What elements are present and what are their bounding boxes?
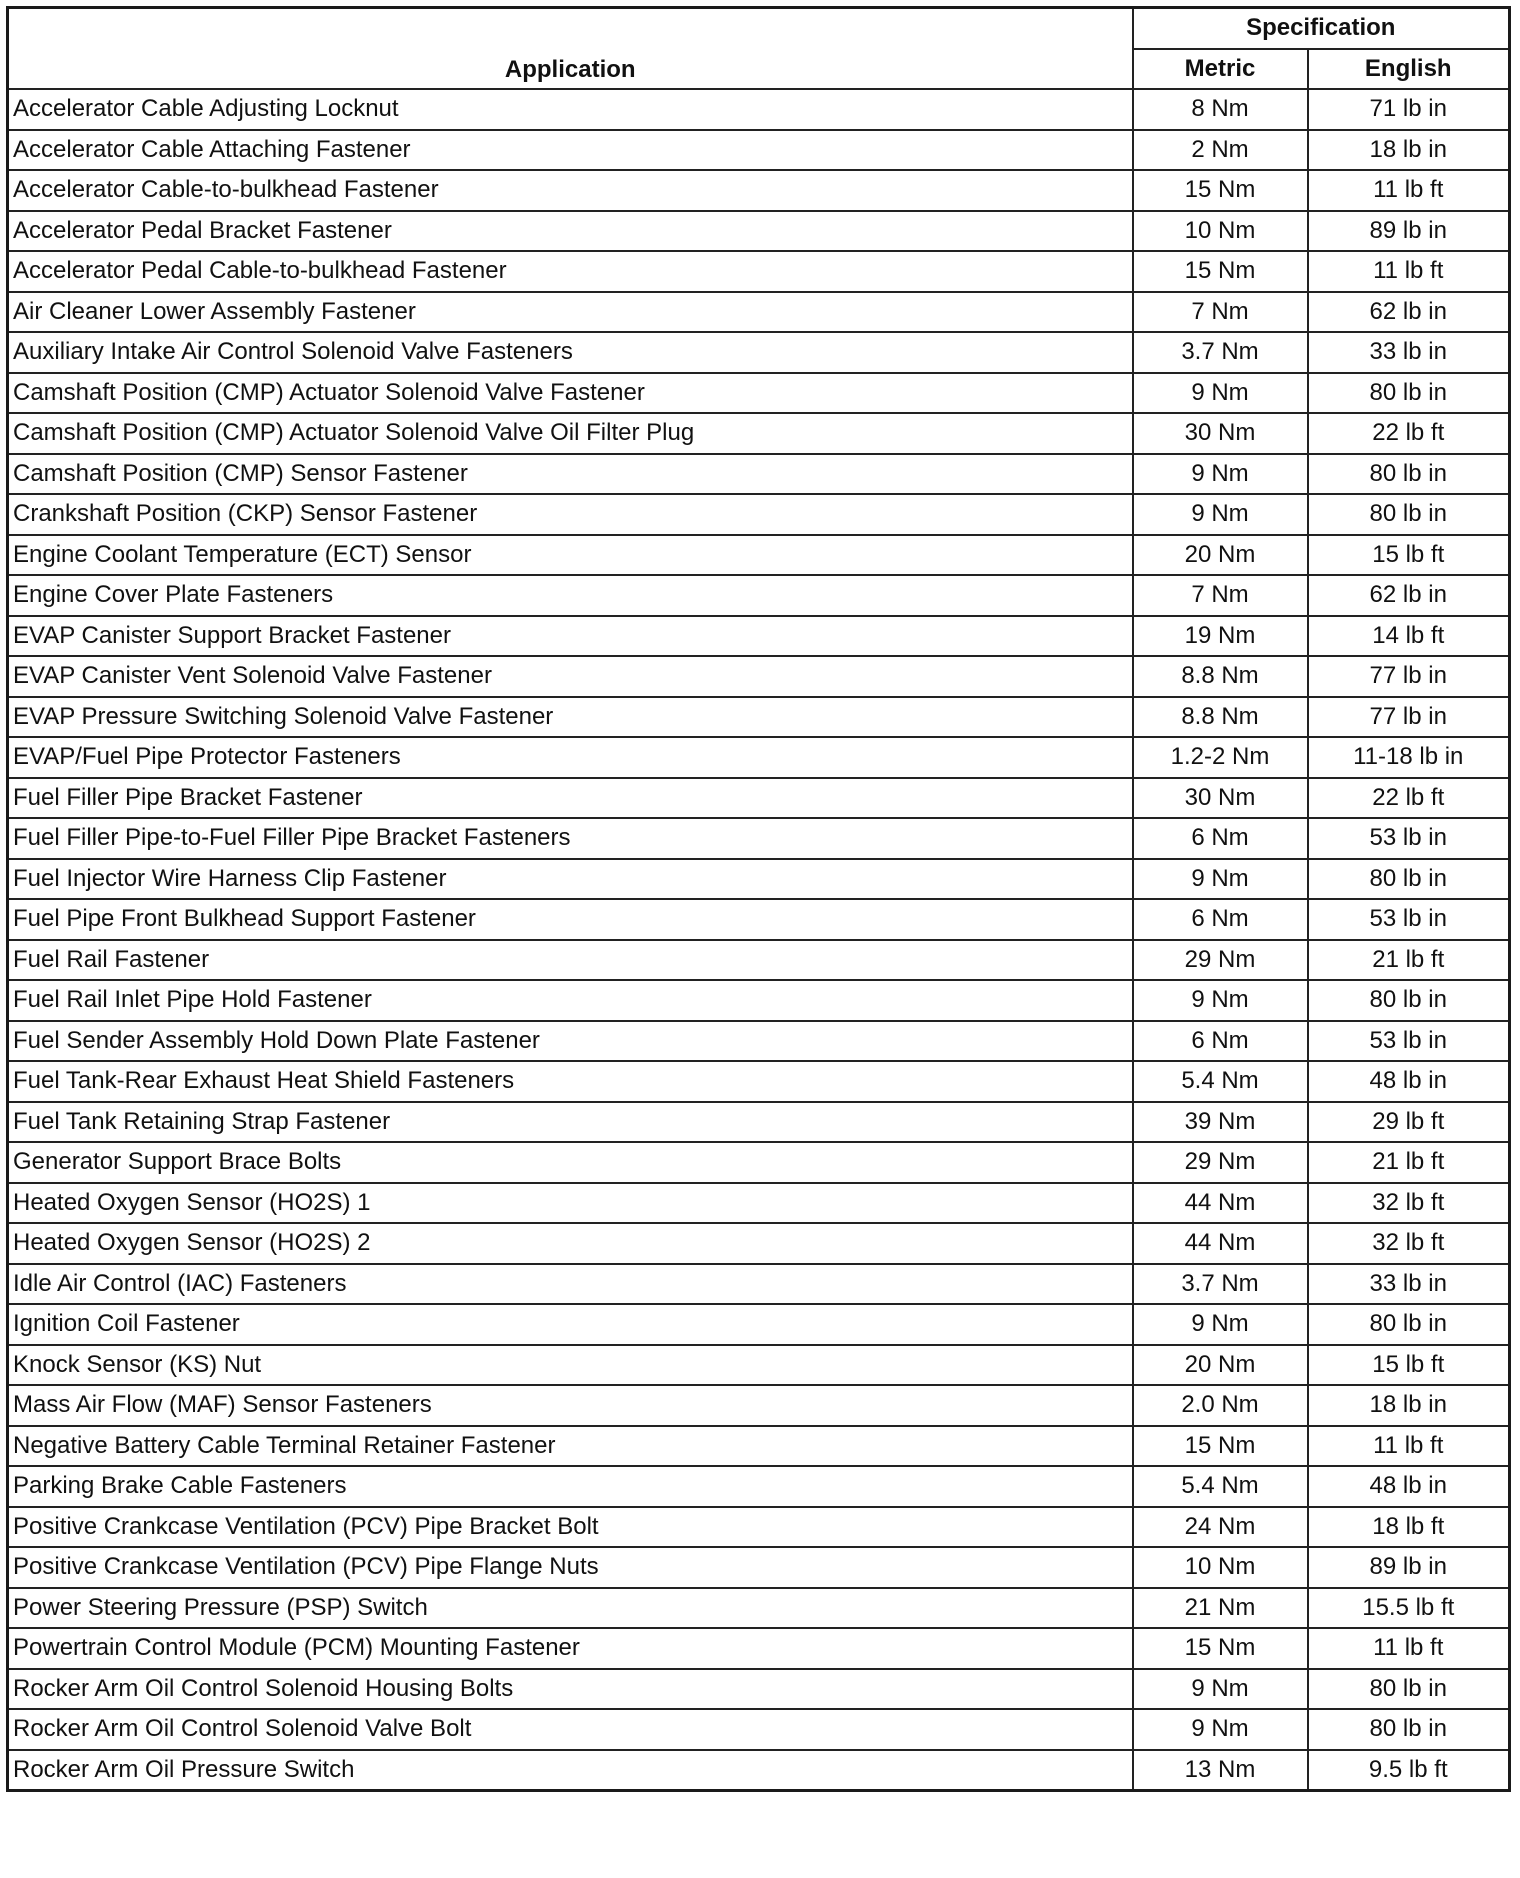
application-cell: Engine Cover Plate Fasteners [8, 575, 1133, 616]
english-value-cell: 80 lb in [1308, 980, 1510, 1021]
application-cell: Engine Coolant Temperature (ECT) Sensor [8, 535, 1133, 576]
table-row [8, 454, 1510, 495]
table-row [8, 413, 1510, 454]
metric-value-cell: 29 Nm [1133, 940, 1308, 981]
application-cell: Accelerator Cable Adjusting Locknut [8, 89, 1133, 130]
table-row [8, 737, 1510, 778]
metric-value-cell: 9 Nm [1133, 1304, 1308, 1345]
table-row [8, 1304, 1510, 1345]
fastener-specification-sheet [6, 6, 1508, 1874]
metric-value-cell: 19 Nm [1133, 616, 1308, 657]
english-value-cell: 62 lb in [1308, 575, 1510, 616]
metric-value-cell: 6 Nm [1133, 899, 1308, 940]
table-row [8, 1183, 1510, 1224]
english-value-cell: 11 lb ft [1308, 170, 1510, 211]
metric-value-cell: 10 Nm [1133, 1547, 1308, 1588]
english-value-cell: 33 lb in [1308, 1264, 1510, 1305]
english-value-cell: 53 lb in [1308, 1021, 1510, 1062]
metric-value-cell: 24 Nm [1133, 1507, 1308, 1548]
english-value-cell: 32 lb ft [1308, 1183, 1510, 1224]
english-value-cell: 80 lb in [1308, 1669, 1510, 1710]
application-cell: EVAP Pressure Switching Solenoid Valve Fastener [8, 697, 1133, 738]
table-row [8, 616, 1510, 657]
metric-value-cell: 5.4 Nm [1133, 1466, 1308, 1507]
english-value-cell: 62 lb in [1308, 292, 1510, 333]
english-value-cell: 48 lb in [1308, 1466, 1510, 1507]
english-value-cell: 80 lb in [1308, 1304, 1510, 1345]
application-cell: Camshaft Position (CMP) Sensor Fastener [8, 454, 1133, 495]
header-row-top [8, 8, 1510, 49]
english-value-cell: 80 lb in [1308, 494, 1510, 535]
application-cell: Camshaft Position (CMP) Actuator Solenoid Valve Oil Filter Plug [8, 413, 1133, 454]
application-cell: Heated Oxygen Sensor (HO2S) 1 [8, 1183, 1133, 1224]
metric-value-cell: 29 Nm [1133, 1142, 1308, 1183]
application-column-header: Application [8, 8, 1133, 90]
metric-value-cell: 9 Nm [1133, 373, 1308, 414]
table-row [8, 1223, 1510, 1264]
application-cell: Accelerator Pedal Bracket Fastener [8, 211, 1133, 252]
english-value-cell: 33 lb in [1308, 332, 1510, 373]
english-value-cell: 80 lb in [1308, 1709, 1510, 1750]
english-value-cell: 18 lb ft [1308, 1507, 1510, 1548]
application-cell: Fuel Tank-Rear Exhaust Heat Shield Fasteners [8, 1061, 1133, 1102]
table-row [8, 1547, 1510, 1588]
table-row [8, 1750, 1510, 1791]
table-row [8, 251, 1510, 292]
metric-value-cell: 30 Nm [1133, 778, 1308, 819]
application-cell: Air Cleaner Lower Assembly Fastener [8, 292, 1133, 333]
application-cell: Rocker Arm Oil Control Solenoid Valve Bolt [8, 1709, 1133, 1750]
table-row [8, 1385, 1510, 1426]
application-cell: Positive Crankcase Ventilation (PCV) Pipe Bracket Bolt [8, 1507, 1133, 1548]
table-row [8, 130, 1510, 171]
table-row [8, 575, 1510, 616]
metric-value-cell: 6 Nm [1133, 1021, 1308, 1062]
table-row [8, 1588, 1510, 1629]
english-value-cell: 80 lb in [1308, 373, 1510, 414]
metric-value-cell: 13 Nm [1133, 1750, 1308, 1791]
fastener-torque-table [6, 6, 1511, 1792]
english-value-cell: 29 lb ft [1308, 1102, 1510, 1143]
english-value-cell: 15 lb ft [1308, 535, 1510, 576]
metric-value-cell: 7 Nm [1133, 292, 1308, 333]
application-cell: Generator Support Brace Bolts [8, 1142, 1133, 1183]
application-cell: Accelerator Cable-to-bulkhead Fastener [8, 170, 1133, 211]
metric-value-cell: 9 Nm [1133, 859, 1308, 900]
english-value-cell: 53 lb in [1308, 818, 1510, 859]
application-cell: Fuel Sender Assembly Hold Down Plate Fastener [8, 1021, 1133, 1062]
table-row [8, 535, 1510, 576]
english-value-cell: 77 lb in [1308, 656, 1510, 697]
metric-value-cell: 2 Nm [1133, 130, 1308, 171]
table-row [8, 1709, 1510, 1750]
metric-value-cell: 39 Nm [1133, 1102, 1308, 1143]
table-row [8, 373, 1510, 414]
application-cell: Idle Air Control (IAC) Fasteners [8, 1264, 1133, 1305]
application-cell: Rocker Arm Oil Pressure Switch [8, 1750, 1133, 1791]
metric-column-header: Metric [1133, 49, 1308, 90]
table-row [8, 1426, 1510, 1467]
application-cell: EVAP/Fuel Pipe Protector Fasteners [8, 737, 1133, 778]
table-row [8, 1142, 1510, 1183]
metric-value-cell: 44 Nm [1133, 1223, 1308, 1264]
metric-value-cell: 6 Nm [1133, 818, 1308, 859]
table-row [8, 980, 1510, 1021]
metric-value-cell: 9 Nm [1133, 980, 1308, 1021]
table-row [8, 332, 1510, 373]
application-cell: Mass Air Flow (MAF) Sensor Fasteners [8, 1385, 1133, 1426]
metric-value-cell: 8.8 Nm [1133, 656, 1308, 697]
english-value-cell: 11 lb ft [1308, 251, 1510, 292]
metric-value-cell: 3.7 Nm [1133, 332, 1308, 373]
table-row [8, 170, 1510, 211]
metric-value-cell: 15 Nm [1133, 251, 1308, 292]
table-row [8, 1466, 1510, 1507]
application-cell: Fuel Rail Inlet Pipe Hold Fastener [8, 980, 1133, 1021]
table-row [8, 899, 1510, 940]
english-value-cell: 11 lb ft [1308, 1628, 1510, 1669]
application-cell: Parking Brake Cable Fasteners [8, 1466, 1133, 1507]
english-value-cell: 11-18 lb in [1308, 737, 1510, 778]
english-value-cell: 15.5 lb ft [1308, 1588, 1510, 1629]
application-cell: Fuel Pipe Front Bulkhead Support Fastener [8, 899, 1133, 940]
table-row [8, 1264, 1510, 1305]
table-row [8, 1061, 1510, 1102]
english-value-cell: 22 lb ft [1308, 413, 1510, 454]
metric-value-cell: 15 Nm [1133, 1426, 1308, 1467]
application-cell: Ignition Coil Fastener [8, 1304, 1133, 1345]
table-row [8, 1669, 1510, 1710]
english-value-cell: 32 lb ft [1308, 1223, 1510, 1264]
application-cell: Heated Oxygen Sensor (HO2S) 2 [8, 1223, 1133, 1264]
table-row [8, 1021, 1510, 1062]
english-value-cell: 21 lb ft [1308, 940, 1510, 981]
table-body [8, 89, 1510, 1791]
english-value-cell: 9.5 lb ft [1308, 1750, 1510, 1791]
application-cell: Camshaft Position (CMP) Actuator Solenoid Valve Fastener [8, 373, 1133, 414]
application-cell: Fuel Injector Wire Harness Clip Fastener [8, 859, 1133, 900]
application-cell: Accelerator Pedal Cable-to-bulkhead Fastener [8, 251, 1133, 292]
application-cell: Auxiliary Intake Air Control Solenoid Valve Fasteners [8, 332, 1133, 373]
english-value-cell: 53 lb in [1308, 899, 1510, 940]
english-value-cell: 77 lb in [1308, 697, 1510, 738]
table-row [8, 656, 1510, 697]
application-cell: Knock Sensor (KS) Nut [8, 1345, 1133, 1386]
application-cell: EVAP Canister Support Bracket Fastener [8, 616, 1133, 657]
english-value-cell: 18 lb in [1308, 130, 1510, 171]
metric-value-cell: 21 Nm [1133, 1588, 1308, 1629]
metric-value-cell: 3.7 Nm [1133, 1264, 1308, 1305]
application-cell: Fuel Rail Fastener [8, 940, 1133, 981]
english-value-cell: 80 lb in [1308, 859, 1510, 900]
application-cell: Negative Battery Cable Terminal Retainer Fastener [8, 1426, 1133, 1467]
metric-value-cell: 1.2-2 Nm [1133, 737, 1308, 778]
application-cell: Fuel Filler Pipe-to-Fuel Filler Pipe Bracket Fasteners [8, 818, 1133, 859]
metric-value-cell: 15 Nm [1133, 170, 1308, 211]
metric-value-cell: 44 Nm [1133, 1183, 1308, 1224]
table-row [8, 859, 1510, 900]
table-row [8, 1345, 1510, 1386]
english-value-cell: 21 lb ft [1308, 1142, 1510, 1183]
table-row [8, 494, 1510, 535]
application-cell: Fuel Filler Pipe Bracket Fastener [8, 778, 1133, 819]
application-cell: Powertrain Control Module (PCM) Mounting Fastener [8, 1628, 1133, 1669]
application-cell: Rocker Arm Oil Control Solenoid Housing Bolts [8, 1669, 1133, 1710]
specification-group-header: Specification [1133, 8, 1510, 49]
english-value-cell: 80 lb in [1308, 454, 1510, 495]
table-row [8, 89, 1510, 130]
metric-value-cell: 8 Nm [1133, 89, 1308, 130]
metric-value-cell: 5.4 Nm [1133, 1061, 1308, 1102]
metric-value-cell: 7 Nm [1133, 575, 1308, 616]
english-value-cell: 71 lb in [1308, 89, 1510, 130]
application-cell: Accelerator Cable Attaching Fastener [8, 130, 1133, 171]
application-cell: Positive Crankcase Ventilation (PCV) Pipe Flange Nuts [8, 1547, 1133, 1588]
table-row [8, 818, 1510, 859]
application-cell: Power Steering Pressure (PSP) Switch [8, 1588, 1133, 1629]
table-header [8, 8, 1510, 90]
application-cell: EVAP Canister Vent Solenoid Valve Fastener [8, 656, 1133, 697]
table-row [8, 778, 1510, 819]
table-row [8, 940, 1510, 981]
metric-value-cell: 9 Nm [1133, 1669, 1308, 1710]
metric-value-cell: 20 Nm [1133, 1345, 1308, 1386]
metric-value-cell: 10 Nm [1133, 211, 1308, 252]
table-row [8, 292, 1510, 333]
metric-value-cell: 9 Nm [1133, 494, 1308, 535]
english-value-cell: 22 lb ft [1308, 778, 1510, 819]
english-value-cell: 11 lb ft [1308, 1426, 1510, 1467]
english-value-cell: 14 lb ft [1308, 616, 1510, 657]
metric-value-cell: 2.0 Nm [1133, 1385, 1308, 1426]
application-cell: Fuel Tank Retaining Strap Fastener [8, 1102, 1133, 1143]
table-row [8, 1628, 1510, 1669]
metric-value-cell: 9 Nm [1133, 454, 1308, 495]
english-value-cell: 89 lb in [1308, 1547, 1510, 1588]
table-row [8, 1102, 1510, 1143]
metric-value-cell: 20 Nm [1133, 535, 1308, 576]
metric-value-cell: 8.8 Nm [1133, 697, 1308, 738]
metric-value-cell: 30 Nm [1133, 413, 1308, 454]
table-row [8, 1507, 1510, 1548]
english-column-header: English [1308, 49, 1510, 90]
metric-value-cell: 15 Nm [1133, 1628, 1308, 1669]
table-row [8, 211, 1510, 252]
english-value-cell: 15 lb ft [1308, 1345, 1510, 1386]
application-cell: Crankshaft Position (CKP) Sensor Fastener [8, 494, 1133, 535]
english-value-cell: 18 lb in [1308, 1385, 1510, 1426]
metric-value-cell: 9 Nm [1133, 1709, 1308, 1750]
english-value-cell: 48 lb in [1308, 1061, 1510, 1102]
english-value-cell: 89 lb in [1308, 211, 1510, 252]
table-row [8, 697, 1510, 738]
